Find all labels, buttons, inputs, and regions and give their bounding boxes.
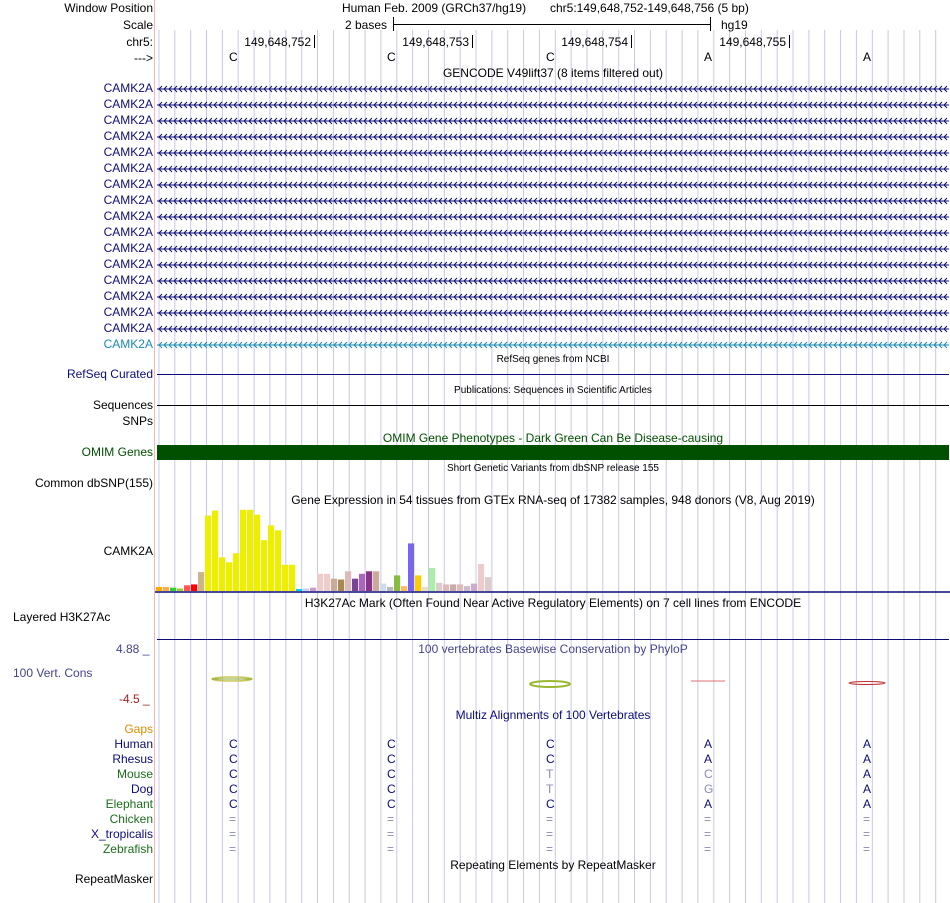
coordinate-tick [314,35,315,48]
gtex-tissue-bar[interactable] [261,540,267,591]
alignment-base: A [863,782,872,796]
gtex-tissue-bar[interactable] [219,557,225,591]
alignment-base: A [704,752,713,766]
gtex-tissue-bar[interactable] [415,575,421,591]
alignment-base: A [704,797,713,811]
gtex-tissue-bar[interactable] [226,562,232,591]
alignment-base: C [387,797,396,811]
repeatmasker-label[interactable]: RepeatMasker [74,872,153,886]
alignment-base: = [704,812,712,826]
gtex-tissue-bar[interactable] [471,584,477,591]
gencode-item-label[interactable]: CAMK2A [103,273,153,287]
assembly-label: Human Feb. 2009 (GRCh37/hg19) [342,1,527,15]
h3k27ac-baseline [157,639,949,640]
gencode-track-title[interactable]: GENCODE V49lift37 (8 items filtered out) [442,66,664,80]
gencode-item-feature[interactable] [157,148,949,158]
alignment-base: = [387,812,395,826]
gtex-tissue-bar[interactable] [366,571,372,591]
gencode-item-label[interactable]: CAMK2A [103,161,153,175]
alignment-base: A [863,797,872,811]
gtex-tissue-bar[interactable] [436,583,442,591]
gencode-item-label[interactable]: CAMK2A [103,289,153,303]
gtex-tissue-bar[interactable] [401,586,407,591]
coordinate-label: 149,648,754 [561,35,628,49]
phylop-track-title[interactable]: 100 vertebrates Basewise Conservation by PhyloP [418,642,688,656]
base-letter: C [546,50,555,64]
phylop-max-label: 4.88 _ [116,642,150,656]
omim-feature[interactable] [157,445,949,460]
gencode-item-label[interactable]: CAMK2A [103,257,153,271]
gencode-item-feature[interactable] [157,244,949,254]
gencode-item-feature[interactable] [157,180,949,190]
gtex-label[interactable]: CAMK2A [103,544,153,558]
refseq-line[interactable] [157,374,949,375]
gtex-tissue-bar[interactable] [212,511,218,591]
gencode-item-label[interactable]: CAMK2A [103,81,153,95]
gtex-tissue-bar[interactable] [359,574,365,591]
gtex-tissue-bar[interactable] [247,510,253,591]
gtex-tissue-bar[interactable] [345,571,351,591]
gtex-tissue-bar[interactable] [275,530,281,591]
gtex-tissue-bar[interactable] [324,574,330,591]
gencode-item-label[interactable]: CAMK2A [103,209,153,223]
gencode-item-label[interactable]: CAMK2A [103,225,153,239]
gtex-tissue-bar[interactable] [352,579,358,591]
alignment-base: T [546,782,554,796]
label-divider [154,0,155,903]
gtex-tissue-bar[interactable] [478,564,484,591]
base-letter: C [387,50,396,64]
gtex-tissue-bar[interactable] [457,584,463,591]
gencode-item-label[interactable]: CAMK2A [103,97,153,111]
gtex-bar-chart[interactable] [155,508,950,594]
alignment-base: = [546,842,554,856]
phylop-min-label: -4.5 _ [119,692,150,706]
gencode-item-feature[interactable] [157,164,949,174]
coordinate-tick [789,35,790,48]
gtex-tissue-bar[interactable] [156,587,162,591]
gtex-tissue-bar[interactable] [317,574,323,591]
species-label[interactable]: Human [114,737,153,751]
alignment-base: C [704,767,713,781]
gtex-tissue-bar[interactable] [303,589,309,592]
gencode-item-feature[interactable] [157,100,949,110]
gencode-item-label[interactable]: CAMK2A [103,337,153,351]
gtex-tissue-bar[interactable] [380,584,386,591]
gencode-item-feature[interactable] [157,116,949,126]
gtex-tissue-bar[interactable] [464,586,470,591]
gencode-item-feature[interactable] [157,212,949,222]
gtex-tissue-bar[interactable] [331,579,337,591]
gencode-item-label[interactable]: CAMK2A [103,321,153,335]
alignment-base: A [863,767,872,781]
gencode-item-label[interactable]: CAMK2A [103,145,153,159]
gencode-item-feature[interactable] [157,276,949,286]
alignment-base: = [387,842,395,856]
gtex-tissue-bar[interactable] [289,565,295,591]
dbsnp-track-title[interactable]: Short Genetic Variants from dbSNP release 155 [447,463,659,474]
gtex-tissue-bar[interactable] [408,543,414,591]
coordinate-tick [472,35,473,48]
gtex-tissue-bar[interactable] [170,588,176,591]
gtex-tissue-bar[interactable] [485,577,491,591]
h3k27ac-track-title[interactable]: H3K27Ac Mark (Often Found Near Active Regulatory Elements) on 7 cell lines from ENCODE [304,596,802,610]
species-label[interactable]: Rhesus [112,752,153,766]
gencode-item-label[interactable]: CAMK2A [103,129,153,143]
position-label[interactable]: chr5:149,648,752-149,648,756 (5 bp) [550,1,749,15]
base-letter: C [229,50,238,64]
gencode-item-label[interactable]: CAMK2A [103,177,153,191]
gencode-item-feature[interactable] [157,132,949,142]
window-position-label: Window Position [64,1,153,15]
base-letter: A [704,50,713,64]
scale-db: hg19 [721,18,748,32]
gencode-item-feature[interactable] [157,340,949,350]
gtex-tissue-bar[interactable] [338,580,344,592]
omim-track-title[interactable]: OMIM Gene Phenotypes - Dark Green Can Be Disease-causing [382,431,724,445]
gtex-tissue-bar[interactable] [240,510,246,591]
gtex-tissue-bar[interactable] [443,584,449,591]
alignment-base: C [229,737,238,751]
snps-label[interactable]: SNPs [122,414,153,428]
gtex-tissue-bar[interactable] [282,565,288,591]
coordinate-label: 149,648,755 [719,35,786,49]
base-letter: A [863,50,872,64]
scale-label: Scale [122,18,153,32]
scale-text: 2 bases [345,18,388,32]
alignment-base: C [546,797,555,811]
gtex-tissue-bar[interactable] [296,589,302,591]
species-label[interactable]: Elephant [105,797,153,811]
gtex-tissue-bar[interactable] [373,571,379,591]
alignment-base: = [863,812,871,826]
gtex-tissue-bar[interactable] [184,585,190,591]
alignment-base: A [863,752,872,766]
gtex-tissue-bar[interactable] [163,587,169,591]
alignment-base: = [546,812,554,826]
alignment-base: = [546,827,554,841]
dbsnp-label[interactable]: Common dbSNP(155) [34,476,153,490]
alignment-base: = [229,842,237,856]
strand-label: ---> [134,51,153,65]
alignment-base: = [704,827,712,841]
alignment-base: T [546,767,554,781]
repeatmasker-track-title[interactable]: Repeating Elements by RepeatMasker [450,858,656,872]
species-label[interactable]: X_tropicalis [90,827,153,841]
scale-bar [393,17,711,31]
gtex-tissue-bar[interactable] [191,584,197,591]
coordinate-label: 149,648,752 [244,35,311,49]
gencode-item-label[interactable]: CAMK2A [103,241,153,255]
gtex-tissue-bar[interactable] [205,516,211,591]
gencode-item-label[interactable]: CAMK2A [103,305,153,319]
gencode-item-feature[interactable] [157,308,949,318]
refseq-label[interactable]: RefSeq Curated [66,367,153,381]
gtex-tissue-bar[interactable] [422,587,428,591]
alignment-base: = [863,827,871,841]
chrom-label: chr5: [126,35,153,49]
species-label[interactable]: Mouse [116,767,153,781]
refseq-track-title[interactable]: RefSeq genes from NCBI [496,354,610,365]
multiz-gaps-label: Gaps [124,722,153,736]
alignment-base: A [704,737,713,751]
phylop-signal[interactable] [155,660,950,700]
alignment-base: C [387,767,396,781]
publications-track-title[interactable]: Publications: Sequences in Scientific Articles [454,385,652,396]
alignment-base: C [229,752,238,766]
gtex-tissue-bar[interactable] [387,587,393,591]
gtex-tissue-bar[interactable] [177,589,183,592]
alignment-base: C [229,797,238,811]
gtex-tissue-bar[interactable] [268,525,274,591]
gtex-tissue-bar[interactable] [254,515,260,591]
alignment-base: A [863,737,872,751]
alignment-base: C [229,782,238,796]
alignment-base: C [387,737,396,751]
alignment-base: C [546,752,555,766]
alignment-base: C [387,782,396,796]
species-label[interactable]: Zebrafish [102,842,153,856]
gencode-item-feature[interactable] [157,228,949,238]
alignment-base: = [387,827,395,841]
phylop-label[interactable]: 100 Vert. Cons [13,666,93,680]
omim-label[interactable]: OMIM Genes [81,445,153,459]
h3k27ac-label[interactable]: Layered H3K27Ac [13,610,111,624]
gencode-item-feature[interactable] [157,324,949,334]
publications-line[interactable] [157,405,949,406]
gencode-item-feature[interactable] [157,292,949,302]
alignment-base: G [704,782,714,796]
gtex-tissue-bar[interactable] [394,575,400,591]
gtex-tissue-bar[interactable] [233,553,239,591]
species-label[interactable]: Dog [130,782,153,796]
gtex-tissue-bar[interactable] [310,588,316,591]
gtex-track-title[interactable]: Gene Expression in 54 tissues from GTEx RNA-seq of 17382 samples, 948 donors (V8, Aug 2019) [291,493,815,507]
gencode-item-feature[interactable] [157,84,949,94]
alignment-base: C [546,737,555,751]
gencode-item-feature[interactable] [157,196,949,206]
gencode-item-feature[interactable] [157,260,949,270]
gtex-tissue-bar[interactable] [198,572,204,591]
gtex-tissue-bar[interactable] [450,584,456,591]
alignment-base: C [387,752,396,766]
alignment-base: = [863,842,871,856]
alignment-base: = [229,812,237,826]
coordinate-label: 149,648,753 [402,35,469,49]
alignment-base: = [229,827,237,841]
gencode-item-label[interactable]: CAMK2A [103,113,153,127]
species-label[interactable]: Chicken [109,812,153,826]
gtex-tissue-bar[interactable] [429,568,435,591]
gencode-item-label[interactable]: CAMK2A [103,193,153,207]
publications-label[interactable]: Sequences [92,398,153,412]
alignment-base: C [229,767,238,781]
multiz-track-title[interactable]: Multiz Alignments of 100 Vertebrates [455,708,651,722]
alignment-base: = [704,842,712,856]
coordinate-tick [631,35,632,48]
